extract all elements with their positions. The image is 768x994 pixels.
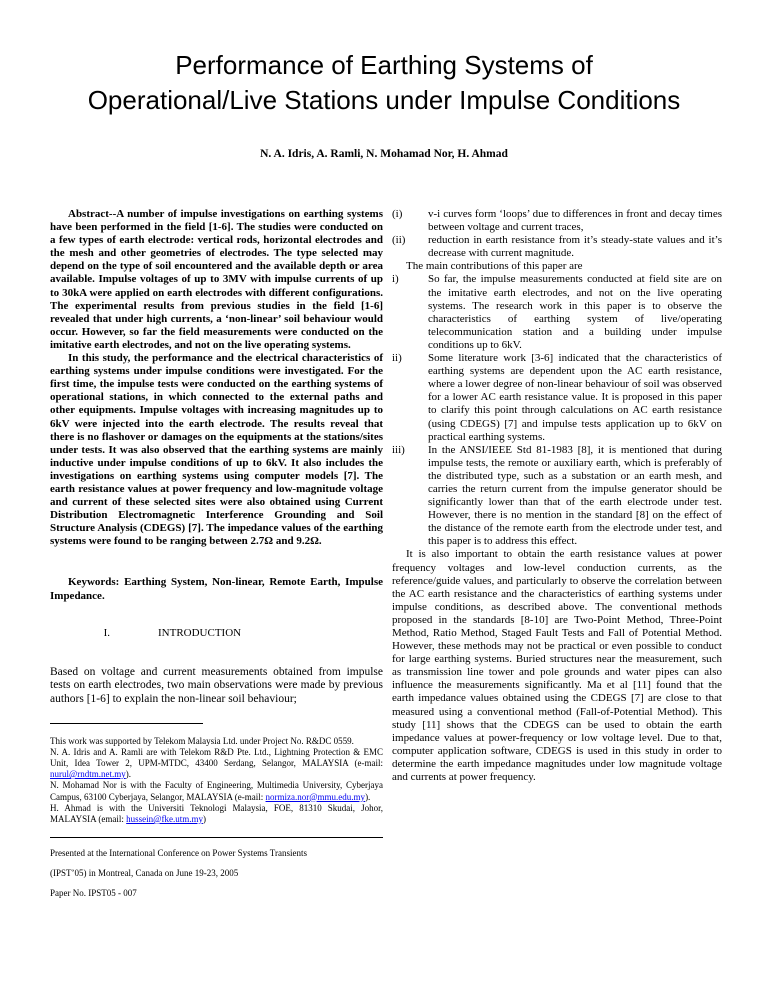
abstract-paragraph-2: In this study, the performance and the electrical characteristics of earthing systems under impulse conditions were investigated. For the first time, the impulse tests were conducted on the earthing systems of operational stations, in which connected to the external paths and other equipments. Impulse voltages with increasing magnitudes up to 6kV were injected into the earth electrode. The results reveal that there is no flashover or damages on the equipments at the stations/sites under tests. It was also observed that the earthing systems are mainly inductive under impulse conditions of up to 6kV. It also includes the investigations on earthing systems using computer models [7]. The earth resistance values at power frequency and low-magnitude voltage and current of these selected sites were also obtained using Current Distribution Electromagnetic Interference Grounding and Soil Structure Analysis (CDEGS) [7]. The impedance values of the earthing systems were found to be ranging between 2.7Ω and 9.2Ω. xyxy=(50,352,383,548)
observation-item xyxy=(392,234,722,260)
right-column xyxy=(392,208,722,784)
contribution-item xyxy=(392,273,722,352)
list-label: (ii) xyxy=(392,234,406,247)
section-number: I. xyxy=(103,626,110,639)
affiliation-1: N. A. Idris and A. Ramli are with Telekom R&D Pte. Ltd., Lightning Protection & EMC Unit, Idea Tower 2, UPM-MTDC, 43400 Serdang, Selangor, MALAYSIA (e-mail: nurul@rndtm.net.my). xyxy=(50,746,383,780)
affiliation-3: H. Ahmad is with the Universiti Teknologi Malaysia, FOE, 81310 Skudai, Johor, MALAYSIA (email: hussein@fke.utm.my) xyxy=(50,802,383,824)
contribution-item xyxy=(392,352,722,444)
list-label: i) xyxy=(392,273,399,286)
footnote-divider xyxy=(50,723,203,724)
abstract-paragraph-1: Abstract--A number of impulse investigations on earthing systems have been performed in the field [1-6]. The studies were conducted on a few types of earth electrode: vertical rods, horizontal electrodes and the mesh and other geometries of electrodes. The type selected may depend on the type of soil encountered and the available depth or area available. Impulse voltages of up to 3MV with impulse currents of up to 30kA were applied on earth electrodes with different configurations. The experimental results from previous studies in the field [1-6] revealed that under high currents, a ‘non-linear’ soil behaviour would occur. However, so far the field measurements were conducted on the imitative earth electrodes, and not on the live operating systems. xyxy=(50,208,383,351)
list-text: Some literature work [3-6] indicated that the characteristics of earthing systems are dependent upon the AC earth resistance, where a lower degree of non-linear behaviour of soil was observed for a lower AC earth resistance value. It is proposed in this paper to clarify this point through calculations on AC earth resistance (using CDEGS) [7] and impulse tests application up to 6kV on practical earthing systems. xyxy=(428,352,722,443)
presented-line-2: (IPST’05) in Montreal, Canada on June 19-23, 2005 xyxy=(50,868,239,879)
list-text: v-i curves form ‘loops’ due to differences in front and decay times between voltage and current traces, xyxy=(428,208,722,234)
list-text: So far, the impulse measurements conducted at field site are on the imitative earth electrodes, and not on the live operating systems. The research work in this paper is to observe the characteristics of earthing system of live/operating telecommunication station and a building under impulse conditions up to 6kV. xyxy=(428,273,722,351)
email-link-2[interactable]: normiza.nor@mmu.edu.my xyxy=(265,791,366,802)
affiliation-2: N. Mohamad Nor is with the Faculty of Engineering, Multimedia University, Cyberjaya Campus, 63100 Cyberjaya, Selangor, MALAYSIA (e-mail: normiza.nor@mmu.edu.my). xyxy=(50,780,383,802)
footnotes xyxy=(50,736,383,826)
closing-paragraph: It is also important to obtain the earth resistance values at power frequency voltages and low-level conduction currents, as the reference/guide values, and particularly to observe the correlation between the AC earth resistance and the characteristics of earthing systems under impulse conditions, as described above. The conventional methods proposed in the standards [8-10] are Two-Point Method, Three-Point Method, Ratio Method, Staged Fault Tests and Fall of Potential Method. However, these methods may not be practical or even possible to conduct for large earthing systems. Buried structures near the measurement, such as transmission line tower and pole grounds and water pipes can also influence the measurements significantly. Ma et al [11] found that the earth impedance values obtained using the CDEGS [7] are close to that measured using a conventional method (Fall-of-Potential Method). This study [11] shows that the CDEGS can be used to obtain the earth impedance values at power-frequency or low voltage level. Due to that, computer application software, CDEGS is used in this study in order to determine the earth impedance magnitudes under low magnitude voltage and currents at power frequency. xyxy=(392,548,722,784)
list-text: In the ANSI/IEEE Std 81-1983 [8], it is mentioned that during impulse tests, the remote or auxiliary earth, which is preferably of the distributed type, such as a substation or an earth mesh, and carries the return current from the impulse generator should be significantly lower than that of the earth electrode under test. However, there is no mention in the standard [8] on the effect of the distance of the remote earth from the electrode under test, and this paper is to address this effect. xyxy=(428,443,722,548)
presentation-note xyxy=(50,848,383,899)
email-link-1[interactable]: nurul@rndtm.net.my xyxy=(50,769,126,780)
left-column xyxy=(50,208,383,908)
intro-paragraph: Based on voltage and current measurements obtained from impulse tests on earth electrodes, two main observations were made by previous authors [1-6] to explain the non-linear soil behaviour; xyxy=(50,665,383,705)
paper-title xyxy=(20,48,748,118)
list-text: reduction in earth resistance from it’s steady-state values and it’s decrease with current magnitude. xyxy=(428,234,722,260)
presentation-divider xyxy=(50,837,383,838)
title-line-1: Performance of Earthing Systems of xyxy=(175,50,593,80)
title-line-2: Operational/Live Stations under Impulse Conditions xyxy=(87,85,681,115)
contribution-item xyxy=(392,444,722,549)
keywords: Keywords: Earthing System, Non-linear, Remote Earth, Impulse Impedance. xyxy=(50,576,383,602)
list-label: (i) xyxy=(392,208,403,220)
email-link-3[interactable]: hussein@fke.utm.my xyxy=(126,813,203,824)
support-note: This work was supported by Telekom Malaysia Ltd. under Project No. R&DC 0559. xyxy=(50,735,354,746)
author-list: N. A. Idris, A. Ramli, N. Mohamad Nor, H. Ahmad xyxy=(260,148,508,160)
observation-item xyxy=(392,208,722,234)
section-name: INTRODUCTION xyxy=(158,626,242,639)
presented-line-1: Presented at the International Conference on Power Systems Transients xyxy=(50,848,307,859)
list-label: iii) xyxy=(392,443,405,456)
section-heading xyxy=(50,627,383,640)
abstract xyxy=(50,208,383,548)
contributions-intro: The main contributions of this paper are xyxy=(406,260,583,273)
list-label: ii) xyxy=(392,352,402,365)
paper-number: Paper No. IPST05 - 007 xyxy=(50,888,137,899)
